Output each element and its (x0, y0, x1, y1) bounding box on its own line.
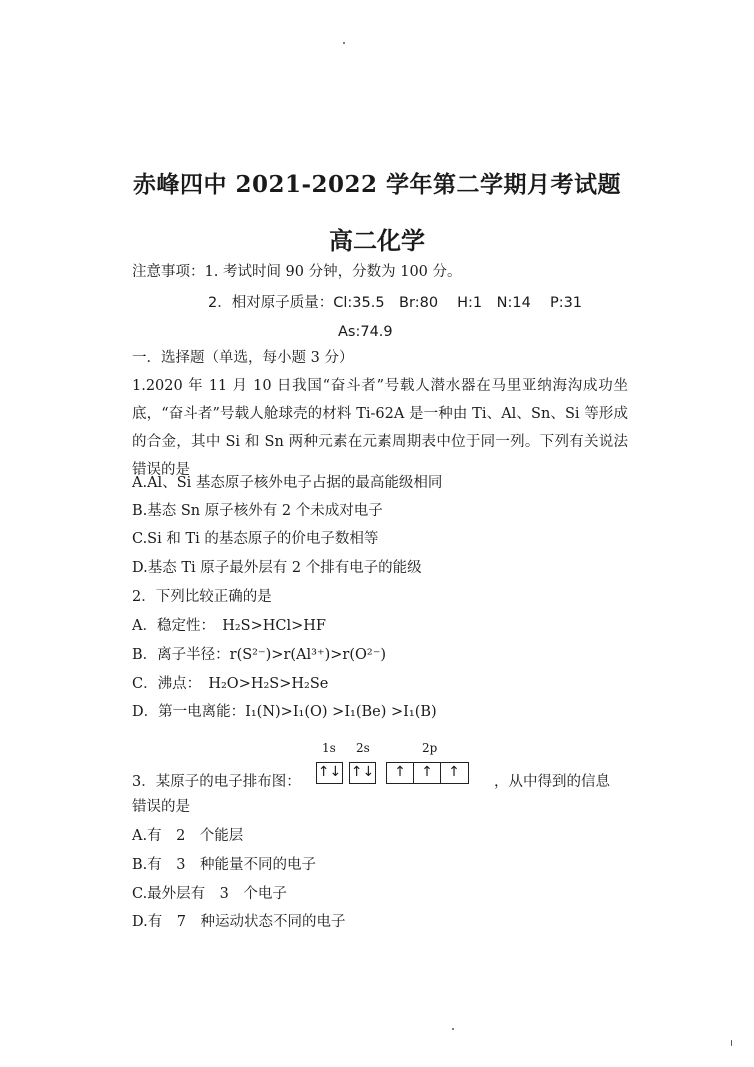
section-heading: 一．选择题（单选，每小题 3 分） (132, 350, 354, 366)
question-2-option-c: C．沸点： H₂O>H₂S>H₂Se (132, 676, 329, 692)
notes-line-2: 2．相对原子质量：Cl:35.5 Br:80 H:1 N:14 P:31 (208, 295, 583, 311)
orbital-2p-cell-2: ↑ (414, 763, 441, 783)
question-3-stem-post: ，从中得到的信息 (494, 774, 610, 790)
exam-title: 赤峰四中 2021-2022 学年第二学期月考试题 (132, 171, 622, 198)
orbital-2s-electrons: ↑↓ (350, 764, 375, 780)
question-3-stem-line-2: 错误的是 (132, 799, 190, 815)
scan-speck (731, 1040, 732, 1046)
question-3-option-a: A.有 2 个能层 (132, 828, 244, 844)
question-2-option-a: A．稳定性： H₂S>HCl>HF (132, 618, 326, 634)
orbital-2p-cell-1: ↑ (387, 763, 414, 783)
notes-line-3: As:74.9 (338, 324, 393, 340)
question-2-option-b: B．离子半径：r(S²⁻)>r(Al³⁺)>r(O²⁻) (132, 647, 387, 663)
question-2-stem: 2．下列比较正确的是 (132, 589, 272, 605)
orbital-label-2p: 2p (422, 741, 438, 755)
question-3-option-d: D.有 7 种运动状态不同的电子 (132, 914, 346, 930)
question-1-option-c: C.Si 和 Ti 的基态原子的价电子数相等 (132, 531, 379, 547)
scan-speck (452, 1028, 454, 1030)
question-1-option-b: B.基态 Sn 原子核外有 2 个未成对电子 (132, 503, 383, 519)
orbital-label-1s: 1s (322, 741, 336, 755)
orbital-1s-electrons: ↑↓ (317, 764, 342, 780)
question-3-option-b: B.有 3 种能量不同的电子 (132, 857, 316, 873)
scan-speck (343, 42, 345, 44)
question-3-stem-pre: 3．某原子的电子排布图： (132, 774, 301, 790)
orbital-box-1s (316, 762, 343, 784)
orbital-label-2s: 2s (356, 741, 370, 755)
orbital-box-2s (349, 762, 376, 784)
question-1-option-d: D.基态 Ti 原子最外层有 2 个排有电子的能级 (132, 560, 422, 576)
question-1-stem: 1.2020 年 11 月 10 日我国“奋斗者”号载人潜水器在马里亚纳海沟成功坐底，“奋斗者”号载人舱球壳的材料 Ti-62A 是一种由 Ti、Al、Sn、Si 等形成的合金，其中 Si 和 Sn 两种元素在元素周期表中位于同一列。下列有关说法错误的是 (132, 378, 628, 478)
orbital-2p-cell-3: ↑ (448, 764, 460, 780)
notes-line-1: 注意事项：1. 考试时间 90 分钟，分数为 100 分。 (132, 264, 462, 280)
exam-subtitle: 高二化学 (329, 226, 425, 255)
orbital-box-2p (386, 762, 469, 784)
question-3-option-c: C.最外层有 3 个电子 (132, 886, 287, 902)
question-2-option-d: D．第一电离能：I₁(N)>I₁(O) >I₁(Be) >I₁(B) (132, 704, 437, 720)
question-1-option-a: A.Al、Si 基态原子核外电子占据的最高能级相同 (132, 475, 443, 491)
